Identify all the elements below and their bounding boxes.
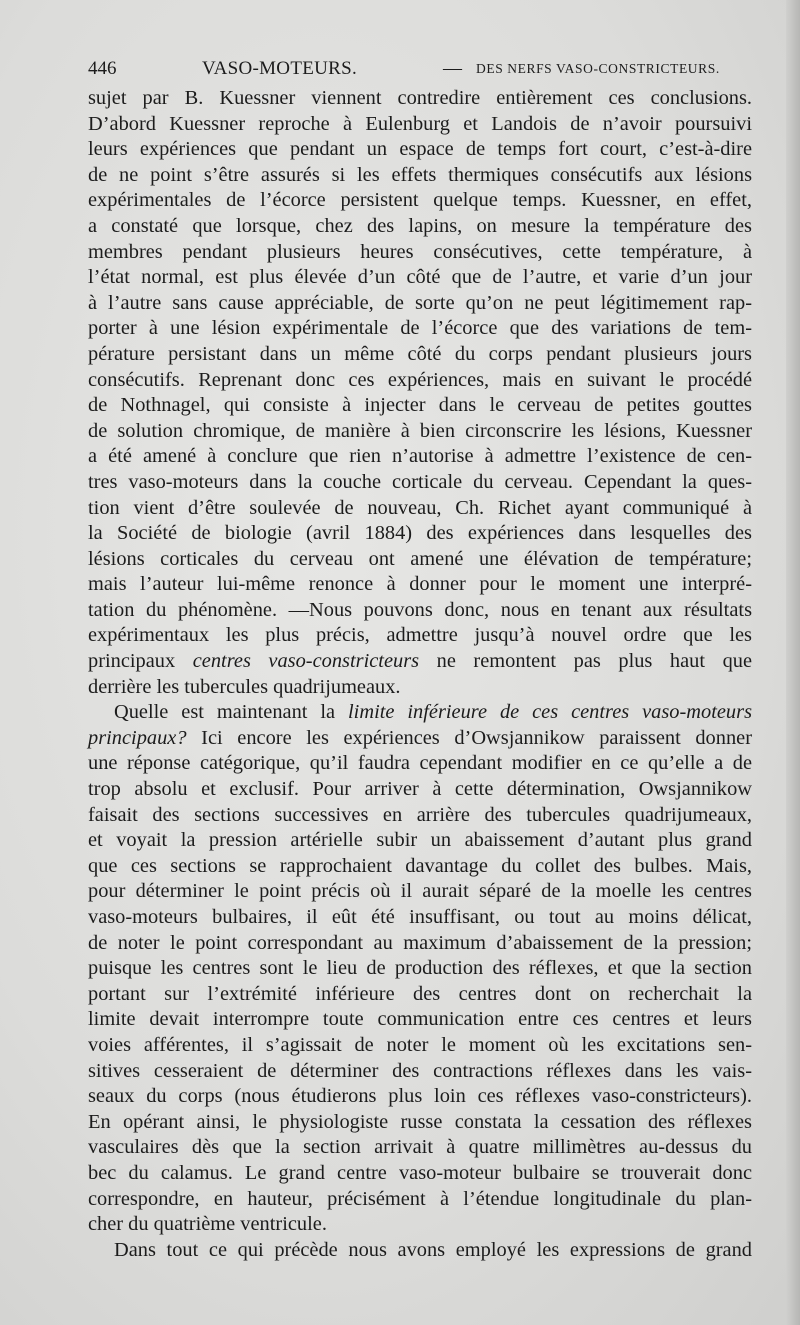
text-line: vaso-moteurs bulbaires, il eût été insuffisant, ou tout au moins délicat,	[88, 906, 752, 928]
text-line: En opérant ainsi, le physiologiste russe constata la cessation des réflexes	[88, 1110, 752, 1133]
text-line: derrière les tubercules quadrijumeaux.	[88, 675, 401, 698]
body-text	[88, 86, 752, 1263]
text-line: seaux du corps (nous étudierons plus loin ces réflexes vaso-constricteurs).	[88, 1085, 752, 1108]
text-line: tres vaso-moteurs dans la couche corticale du cerveau. Cependant la ques-	[88, 470, 752, 493]
text-line: leurs expériences que pendant un espace de temps fort court, c’est-à-dire	[88, 138, 752, 161]
text-line: Quelle est maintenant la limite inférieure de ces centres vaso-moteurs	[114, 701, 752, 724]
text-line: porter à une lésion expérimentale de l’écorce que des variations de tem-	[88, 317, 752, 340]
text-line: correspondre, en hauteur, précisément à l’étendue longitudinale du plan-	[88, 1187, 752, 1210]
text-line: bec du calamus. Le grand centre vaso-moteur bulbaire se trouverait donc	[88, 1161, 752, 1184]
text-line: consécutifs. Reprenant donc ces expériences, mais en suivant le procédé	[88, 368, 752, 391]
header-dash: —	[443, 58, 462, 79]
text-line: faisait des sections successives en arrière des tubercules quadrijumeaux,	[88, 803, 752, 826]
text-line: de Nothnagel, qui consiste à injecter dans le cerveau de petites gouttes	[88, 394, 752, 417]
text-line: et voyait la pression artérielle subir un abaissement d’autant plus grand	[88, 829, 752, 852]
text-line: principaux? Ici encore les expériences d’Owsjannikow paraissent donner	[88, 726, 752, 749]
text-line: tion vient d’être soulevée de nouveau, Ch. Richet ayant communiqué à	[88, 496, 752, 519]
text-line: cher du quatrième ventricule.	[88, 1213, 327, 1236]
text-line: principaux centres vaso-constricteurs ne remontent pas plus haut que	[88, 650, 753, 673]
text-line: tation du phénomène. —Nous pouvons donc, nous en tenant aux résultats	[88, 598, 752, 621]
text-line: à l’autre sans cause appréciable, de sorte qu’on ne peut légitimement rap-	[88, 291, 752, 314]
text-line: voies afférentes, il s’agissait de noter le moment où les excitations sen-	[88, 1033, 752, 1056]
text-line: D’abord Kuessner reproche à Eulenburg et Landois de n’avoir poursuivi	[88, 112, 752, 135]
text-line: expérimentaux les plus précis, admettre jusqu’à nouvel ordre que les	[88, 624, 752, 647]
text-line: membres pendant plusieurs heures consécutives, cette température, à	[88, 240, 752, 263]
text-line: la Société de biologie (avril 1884) des expériences dans lesquelles des	[88, 522, 752, 545]
running-subtitle: DES NERFS VASO-CONSTRICTEURS.	[476, 61, 720, 76]
text-line: de solution chromique, de manière à bien circonscrire les lésions, Kuessner	[88, 419, 752, 442]
text-line: pérature persistant dans un même côté du corps pendant plusieurs jours	[88, 342, 752, 365]
text-line: de ne point s’être assurés si les effets thermiques consécutifs aux lésions	[88, 163, 752, 186]
text-line: une réponse catégorique, qu’il faudra cependant modifier en ce qu’elle a de	[88, 752, 752, 775]
text-line: portant sur l’extrémité inférieure des centres dont on recherchait la	[88, 982, 752, 1005]
text-line: trop absolu et exclusif. Pour arriver à cette détermination, Owsjannikow	[88, 778, 752, 801]
page-number: 446	[88, 58, 117, 79]
text-line: limite devait interrompre toute communication entre ces centres et leurs	[88, 1008, 752, 1031]
text-line: mais l’auteur lui-même renonce à donner pour le moment une interpré-	[88, 573, 752, 596]
text-line: l’état normal, est plus élevée d’un côté que de l’autre, et varie d’un jour	[88, 266, 752, 289]
text-line: vasculaires dès que la section arrivait à quatre millimètres au-dessus du	[88, 1136, 752, 1159]
page-edge	[786, 0, 800, 1325]
text-line: a constaté que lorsque, chez des lapins, on mesure la température des	[88, 214, 752, 237]
text-line: a été amené à conclure que rien n’autorise à admettre l’existence de cen-	[88, 445, 752, 468]
text-line: lésions corticales du cerveau ont amené une élévation de température;	[88, 547, 752, 570]
text-line: puisque les centres sont le lieu de production des réflexes, et que la section	[88, 957, 752, 980]
text-line: que ces sections se rapprochaient davantage du collet des bulbes. Mais,	[88, 854, 752, 877]
text-line: expérimentales de l’écorce persistent quelque temps. Kuessner, en effet,	[88, 189, 752, 212]
text-line: sujet par B. Kuessner viennent contredire entièrement ces conclusions.	[88, 87, 752, 109]
text-line: pour déterminer le point précis où il aurait séparé de la moelle les centres	[88, 880, 752, 903]
running-title: VASO-MOTEURS.	[202, 58, 358, 79]
running-header	[88, 58, 750, 84]
text-line: sitives cesseraient de déterminer des contractions réflexes dans les vais-	[88, 1059, 752, 1082]
text-line: de noter le point correspondant au maximum d’abaissement de la pression;	[88, 931, 752, 954]
text-line: Dans tout ce qui précède nous avons employé les expressions de grand	[114, 1238, 752, 1261]
